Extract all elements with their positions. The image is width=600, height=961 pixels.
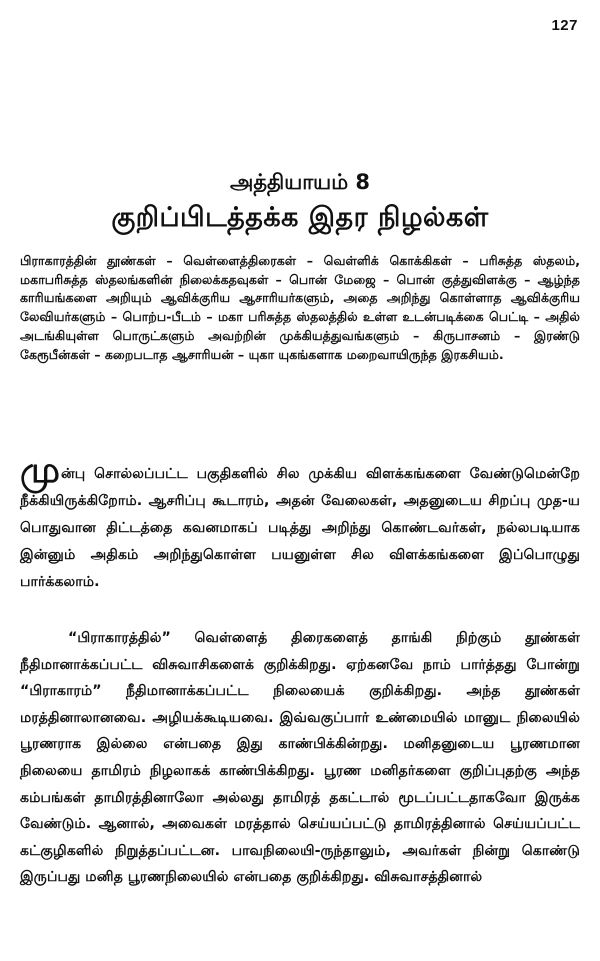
paragraph-1-text: ன்பு சொல்லப்பட்ட பகுதிகளில் சில முக்கிய விளக்கங்களை வேண்டுமென்றே நீக்கியிருக்கிறோம். ஆசரிப்பு கூடாரம், அதன் வேலைகள், அதனுடைய சிறப்பு முத-ய பொதுவான திட்டத்தை கவனமாகப் படித்து அறிந்து கொண்டவர்கள், நல்லபடியாக இன்னும் அதிகம் அறிந்துகொள்ள பயனுள்ள சில விளக்கங்களை இப்பொழுது பார்க்கலாம். — [20, 466, 580, 590]
paragraph-2-text: “பிராகாரத்தில்” வெள்ளைத் திரைகளைத் தாங்கி நிற்கும் தூண்கள் நீதிமானாக்கப்பட்ட விசுவாசிகளைக் குறிக்கிறது. ஏற்கனவே நாம் பார்த்தது போன்று “பிராகாரம்” நீதிமானாக்கப்பட்ட நிலையைக் குறிக்கிறது. அந்த தூண்கள் மரத்தினாலானவை. அழியக்கூடியவை. இவ்வகுப்பார் உண்மையில் மானுட நிலையில் பூரணராக இல்லை என்பதை இது காண்பிக்கின்றது. மனிதனுடைய பூரணமான நிலையை தாமிரம் நிழலாகக் காண்பிக்கிறது. பூரண மனிதர்களை குறிப்புதற்கு அந்த கம்பங்கள் தாமிரத்தினாலோ அல்லது தாமிரத் தகட்டால் மூடப்பட்டதாகவோ இருக்க வேண்டும். ஆனால், அவைகள் மரத்தால் செய்யப்பட்டு தாமிரத்தினால் செய்யப்பட்ட கட்குழிகளில் நிறுத்தப்பட்டன. பாவநிலையி-ருந்தாலும், அவர்கள் நின்று கொண்டு இருப்பது மனித பூரணநிலையில் என்பதை குறிக்கிறது. விசுவாசத்தினால் — [20, 630, 580, 886]
page-number: 127 — [551, 17, 578, 34]
drop-cap: மு — [20, 450, 60, 491]
chapter-title: குறிப்பிடத்தக்க இதர நிழல்கள் — [111, 202, 489, 233]
body-paragraph-1 — [20, 450, 580, 596]
chapter-summary: பிராகாரத்தின் தூண்கள் – வெள்ளைத்திரைகள் – வெள்ளிக் கொக்கிகள் – பரிசுத்த ஸ்தலம், மகாபரிசுத்த ஸ்தலங்களின் நிலைக்கதவுகள் – பொன் மேஜை – பொன் குத்துவிளக்கு – ஆழ்ந்த காரியங்களை அறியும் ஆவிக்குரிய ஆசாரியர்களும், அதை அறிந்து கொள்ளாத ஆவிக்குரிய லேவியர்களும் – பொற்ப-பீடம் – மகா பரிசுத்த ஸ்தலத்தில் உள்ள உடன்படிக்கை பெட்டி – அதில் அடங்கியுள்ள பொருட்களும் அவற்றின் முக்கியத்துவங்களும் – கிருபாசனம் – இரண்டு கேரூபீன்கள் – கறைபடாத ஆசாரியன் – யுகா யுகங்களாக மறைவாயிருந்த இரகசியம். — [20, 253, 580, 362]
chapter-label: அத்தியாயம் 8 — [229, 170, 371, 194]
body-paragraph-2 — [20, 625, 580, 891]
